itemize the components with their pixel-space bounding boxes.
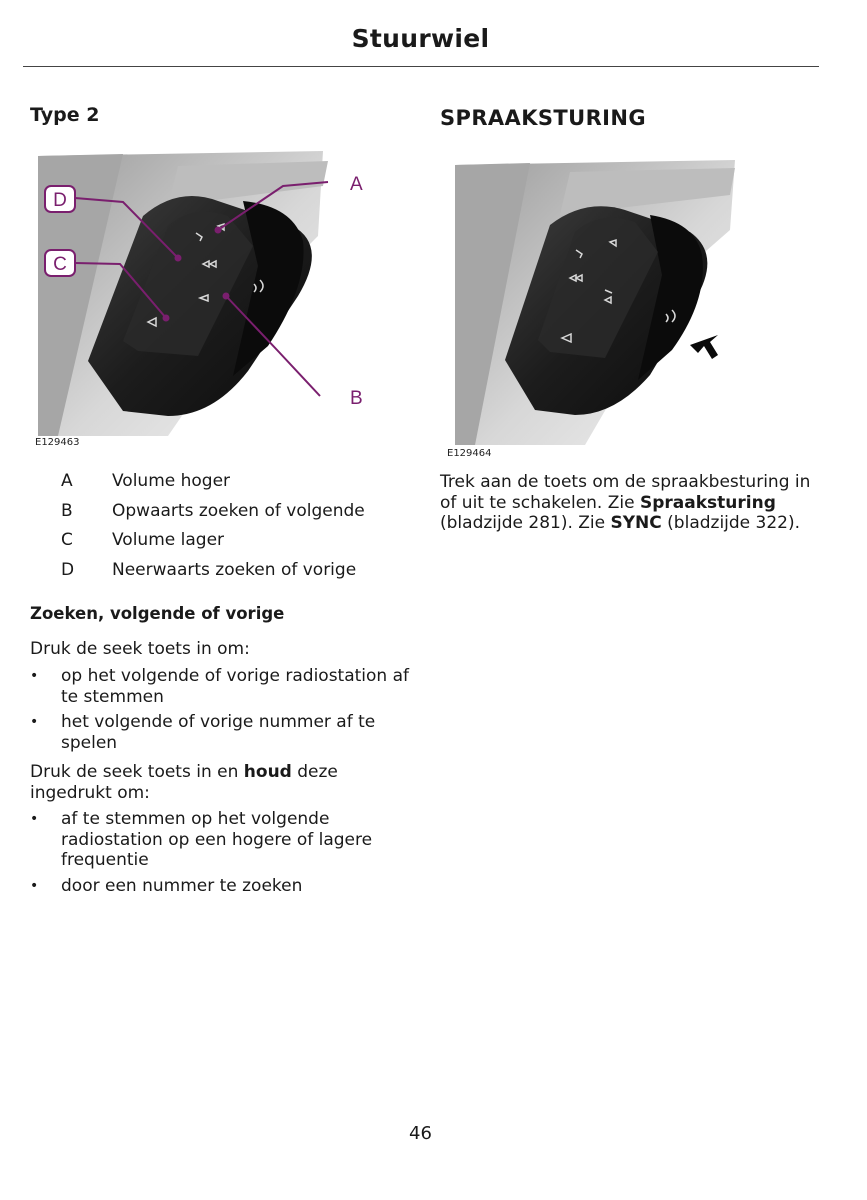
callout-c-label: C bbox=[53, 254, 67, 275]
section-heading-type-2: Type 2 bbox=[30, 104, 100, 126]
steering-wheel-figure-left bbox=[28, 146, 378, 436]
para-text-1: Trek aan de toets om de spraakbesturing in of uit te schakelen. Zie bbox=[440, 472, 811, 513]
legend-text: Neerwaarts zoeken of vorige bbox=[112, 560, 357, 580]
legend-text: Volume hoger bbox=[112, 471, 231, 491]
link-spraaksturing[interactable]: Spraaksturing bbox=[639, 492, 776, 513]
intro-text-1: Druk de seek toets in om: bbox=[30, 639, 250, 659]
bullet-item bbox=[30, 666, 410, 708]
right-paragraph bbox=[440, 472, 820, 534]
bullet-dot: • bbox=[30, 878, 39, 894]
callout-a-label: A bbox=[350, 174, 363, 195]
legend-key: C bbox=[61, 530, 73, 550]
bullet-item bbox=[30, 809, 410, 871]
header-rule bbox=[23, 66, 819, 67]
legend-text: Opwaarts zoeken of volgende bbox=[112, 501, 365, 521]
bullet-dot: • bbox=[30, 811, 39, 827]
bullet-text: af te stemmen op het volgende radiostation op een hogere of lagere frequentie bbox=[61, 809, 373, 870]
intro2-bold: houd bbox=[243, 762, 292, 782]
para-text-2: (bladzijde 281). Zie bbox=[440, 513, 611, 533]
page-header-title: Stuurwiel bbox=[351, 24, 490, 53]
callout-b-label: B bbox=[350, 388, 363, 409]
link-sync[interactable]: SYNC bbox=[610, 513, 662, 533]
steering-wheel-figure-right bbox=[450, 160, 740, 445]
legend-text: Volume lager bbox=[112, 530, 225, 550]
arrow-icon bbox=[690, 335, 718, 359]
section-heading-spraaksturing: SPRAAKSTURING bbox=[440, 106, 646, 130]
para-text-3: (bladzijde 322). bbox=[661, 513, 801, 533]
bullet-dot: • bbox=[30, 668, 39, 684]
intro2-after: deze ingedrukt om: bbox=[30, 762, 338, 803]
page-number: 46 bbox=[409, 1123, 432, 1144]
bullet-text: op het volgende of vorige radiostation af te stemmen bbox=[61, 666, 410, 707]
intro-text-2 bbox=[30, 762, 380, 803]
bullet-dot: • bbox=[30, 714, 39, 730]
callout-d-label: D bbox=[53, 190, 67, 211]
legend-key: A bbox=[61, 471, 73, 491]
bullet-text: door een nummer te zoeken bbox=[61, 876, 303, 896]
legend-key: D bbox=[61, 560, 75, 580]
intro2-before: Druk de seek toets in en bbox=[30, 762, 244, 782]
figure-code-right: E129464 bbox=[447, 448, 492, 459]
figure-code-left: E129463 bbox=[35, 437, 80, 448]
bullet-item bbox=[30, 712, 410, 754]
subheading-seek: Zoeken, volgende of vorige bbox=[30, 604, 285, 623]
bullet-text: het volgende of vorige nummer af te spelen bbox=[61, 712, 376, 753]
bullet-item bbox=[30, 876, 410, 898]
legend-key: B bbox=[61, 501, 73, 521]
